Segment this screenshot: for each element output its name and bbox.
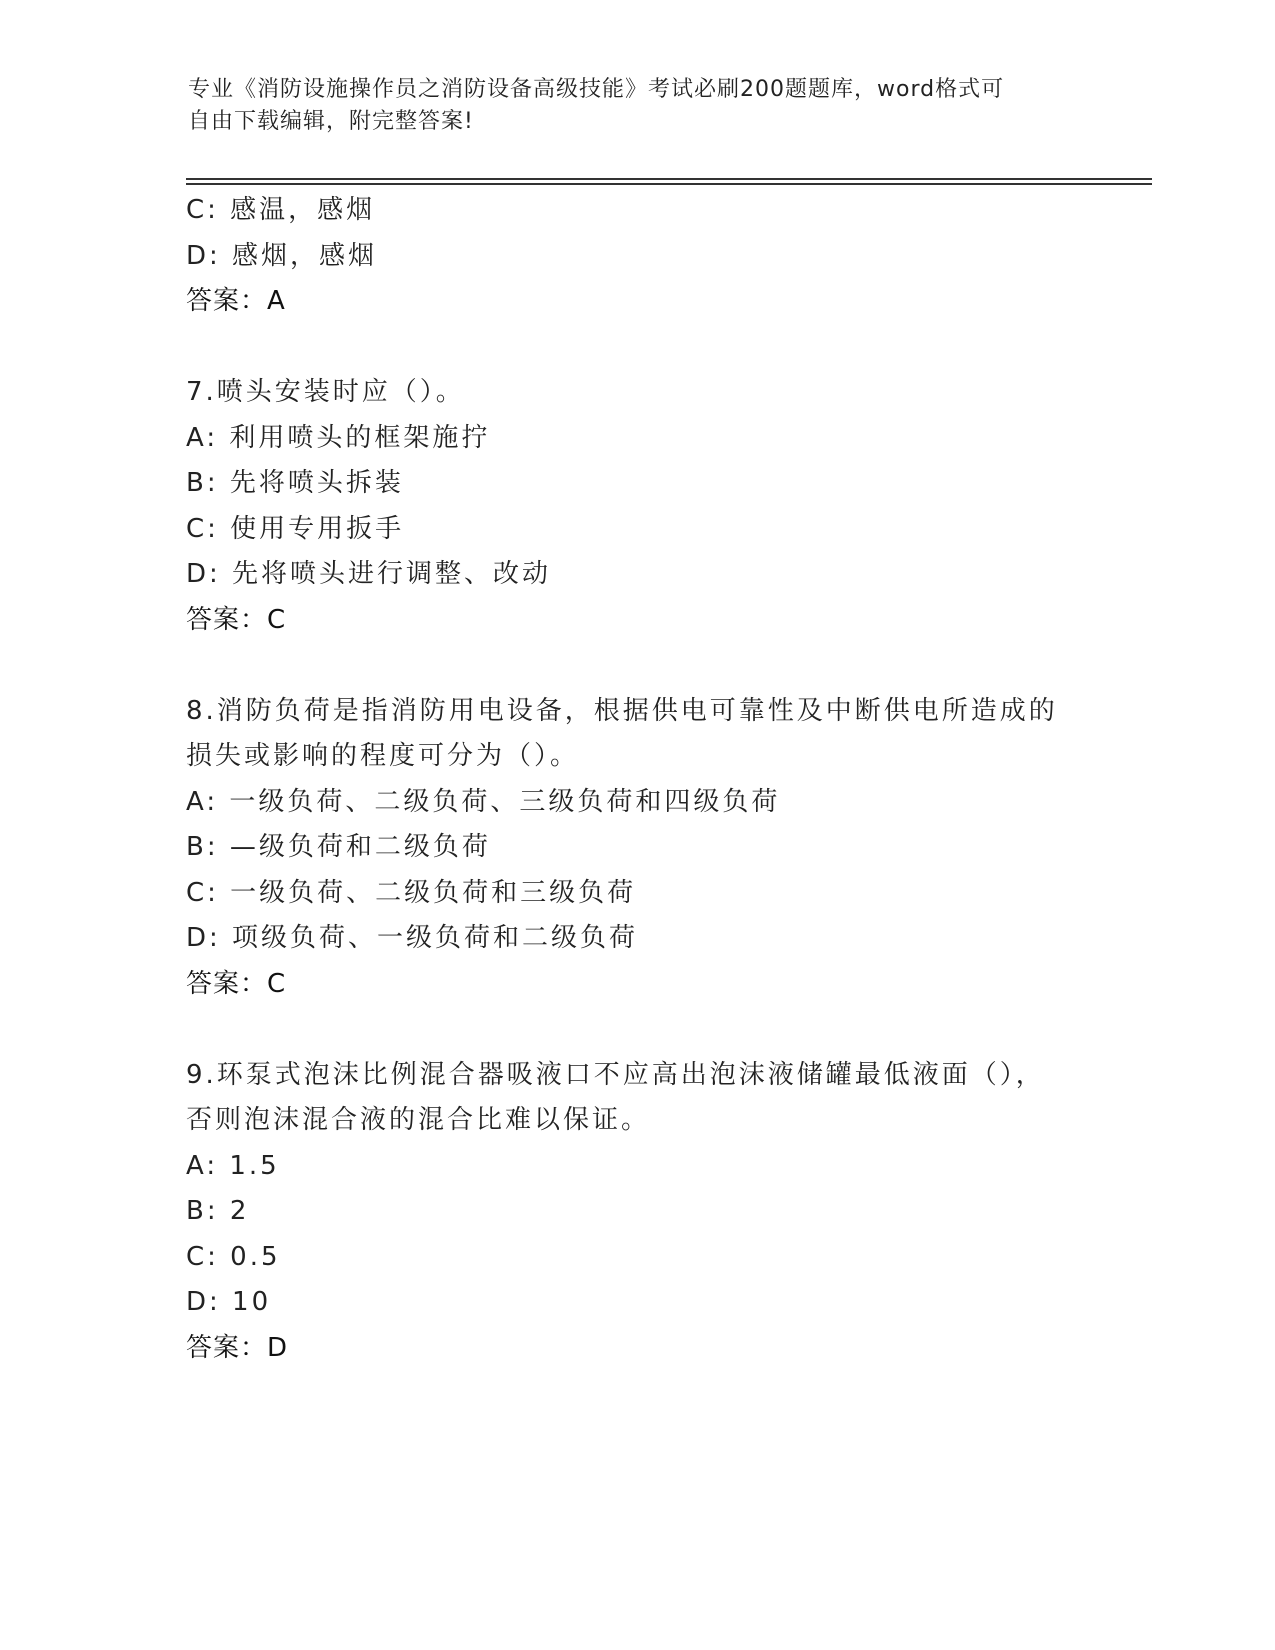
option-b: B: 2 [186,1196,250,1226]
option-d: D: 感烟，感烟 [186,240,378,271]
document-header [188,74,1088,138]
spacer [186,1007,1126,1053]
question-block-7 [186,370,1126,643]
option-c: C: 感温，感烟 [186,195,376,225]
option-b: B: —级负荷和二级负荷 [186,832,491,862]
option-d: D: 先将喷头进行调整、改动 [186,559,552,589]
answer-line: 答案：D [186,1332,289,1363]
answer-line: 答案：C [186,604,287,635]
option-a: A: 一级负荷、二级负荷、三级负荷和四级负荷 [186,786,781,817]
header-line-2: 自由下载编辑，附完整答案! [188,109,474,134]
option-c: C: 0.5 [186,1241,281,1272]
header-divider-top [186,178,1152,180]
header-line-1: 专业《消防设施操作员之消防设备高级技能》考试必刷200题题库，word格式可 [188,77,1005,102]
question-text: 8.消防负荷是指消防用电设备，根据供电可靠性及中断供电所造成的 [186,695,1058,726]
option-d: D: 项级负荷、一级负荷和二级负荷 [186,923,639,953]
spacer [186,643,1126,689]
question-block-carryover [186,188,1126,325]
option-d: D: 10 [186,1287,272,1317]
option-a: A: 利用喷头的框架施拧 [186,422,491,453]
spacer [186,325,1126,371]
question-text-continued: 损失或影响的程度可分为（）。 [186,741,580,771]
question-text: 7.喷头安装时应（）。 [186,377,465,407]
question-block-9 [186,1053,1126,1372]
header-divider-bottom [186,183,1152,185]
answer-line: 答案：A [186,286,286,316]
question-text-continued: 否则泡沫混合液的混合比难以保证。 [186,1105,651,1135]
question-list [186,188,1126,1371]
answer-line: 答案：C [186,968,287,999]
question-text: 9.环泵式泡沫比例混合器吸液口不应高出泡沫液储罐最低液面（）， [186,1059,1045,1090]
question-block-8 [186,689,1126,1008]
option-b: B: 先将喷头拆装 [186,468,404,498]
option-c: C: 一级负荷、二级负荷和三级负荷 [186,877,637,908]
option-c: C: 使用专用扳手 [186,513,405,544]
option-a: A: 1.5 [186,1150,280,1181]
